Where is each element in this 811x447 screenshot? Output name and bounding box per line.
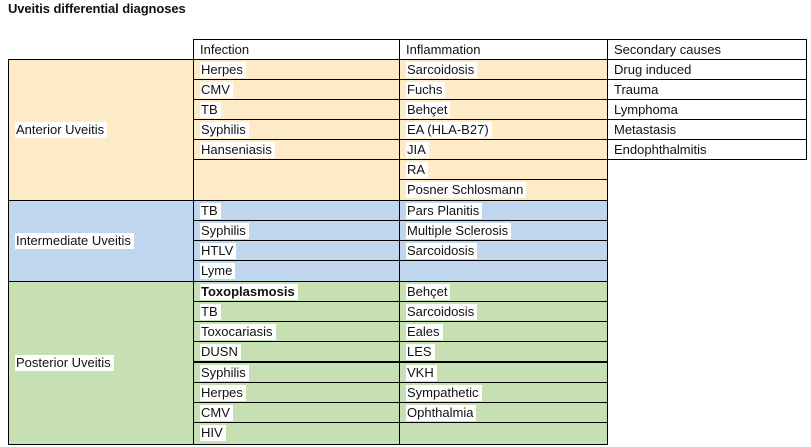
cell-text: Syphilis [200, 365, 249, 381]
table-row-cell [607, 139, 807, 160]
cell-text: Sarcoidosis [406, 243, 477, 259]
table-row-cell [193, 382, 400, 403]
cell-text: Syphilis [200, 122, 249, 138]
cell-text: TB [200, 203, 221, 219]
group-posterior-uveitis [8, 281, 194, 445]
cell-text: RA [406, 162, 428, 178]
cell-text: Syphilis [200, 223, 249, 239]
table-row-cell [193, 99, 400, 120]
cell-text: VKH [406, 365, 437, 381]
table-row-cell [399, 402, 608, 423]
table-row-cell [399, 341, 608, 362]
table-row-cell [193, 260, 400, 282]
cell-text: Behçet [406, 284, 450, 300]
table-row-cell [399, 119, 608, 140]
table-row-cell [399, 321, 608, 342]
table-row-cell [193, 321, 400, 342]
table-row-cell [399, 220, 608, 241]
table-row-cell [193, 159, 400, 201]
cell-text: TB [200, 102, 221, 118]
cell-text: Drug induced [614, 62, 692, 77]
cell-text: JIA [406, 142, 429, 158]
table-row-cell [399, 260, 608, 282]
cell-text: Toxoplasmosis [200, 284, 298, 300]
table-row-cell [193, 119, 400, 140]
cell-text: Anterior Uveitis [15, 122, 107, 138]
cell-text: Multiple Sclerosis [406, 223, 511, 239]
cell-text: Metastasis [614, 122, 677, 137]
cell-text: Trauma [614, 82, 659, 97]
table-row-cell [193, 402, 400, 423]
table-row-cell [399, 382, 608, 403]
page-title: Uveitis differential diagnoses [8, 1, 186, 16]
table-row-cell [193, 59, 400, 80]
cell-text: Ophthalmia [406, 405, 476, 421]
table-row-cell [607, 119, 807, 140]
cell-text: Hanseniasis [200, 142, 275, 158]
header-secondary-causes [607, 39, 807, 60]
cell-text: Herpes [200, 62, 246, 78]
table-row-cell [607, 79, 807, 100]
cell-text: CMV [200, 82, 233, 98]
table-row-cell [193, 341, 400, 362]
cell-text: DUSN [200, 344, 241, 360]
table-row-cell [399, 362, 608, 383]
cell-text: HIV [200, 425, 226, 441]
cell-text: Posner Schlosmann [406, 182, 526, 198]
cell-text: Posterior Uveitis [15, 355, 114, 371]
cell-text: Intermediate Uveitis [15, 233, 134, 249]
header-inflammation [399, 39, 608, 60]
table-row-cell [193, 220, 400, 241]
cell-text: Lyme [200, 263, 235, 279]
cell-text: Sympathetic [406, 385, 482, 401]
cell-text: CMV [200, 405, 233, 421]
table-row-cell [607, 59, 807, 80]
table-row-cell [399, 59, 608, 80]
table-row-cell [193, 301, 400, 322]
cell-text: Sarcoidosis [406, 304, 477, 320]
table-row-cell [193, 79, 400, 100]
cell-text: Inflammation [406, 42, 481, 57]
table-row-cell [193, 139, 400, 160]
cell-text: HTLV [200, 243, 236, 259]
cell-text: Pars Planitis [406, 203, 482, 219]
cell-text: LES [406, 344, 435, 360]
table-row-cell [607, 99, 807, 120]
table-row-cell [399, 139, 608, 160]
table-row-cell [399, 179, 608, 201]
cell-text: Sarcoidosis [406, 62, 477, 78]
table-row-cell [193, 240, 400, 261]
cell-text: Herpes [200, 385, 246, 401]
cell-text: Behçet [406, 102, 450, 118]
cell-text: Toxocariasis [200, 324, 276, 340]
table-row-cell [193, 200, 400, 221]
cell-text: Eales [406, 324, 443, 340]
table-row-cell [399, 159, 608, 180]
cell-text: TB [200, 304, 221, 320]
group-anterior-uveitis [8, 59, 194, 201]
table-row-cell [399, 79, 608, 100]
cell-text: Lymphoma [614, 102, 678, 117]
table-row-cell [399, 99, 608, 120]
table-row-cell [399, 301, 608, 322]
cell-text: Secondary causes [614, 42, 721, 57]
table-row-cell [193, 422, 400, 445]
table-row-cell [399, 422, 608, 445]
table-row-cell [193, 362, 400, 383]
cell-text: Endophthalmitis [614, 142, 707, 157]
table-row-cell [399, 281, 608, 302]
group-intermediate-uveitis [8, 200, 194, 282]
header-infection [193, 39, 400, 60]
cell-text: Fuchs [406, 82, 445, 98]
table-row-cell [399, 200, 608, 221]
cell-text: Infection [200, 42, 250, 57]
cell-text: EA (HLA-B27) [406, 122, 492, 138]
table-row-cell [193, 281, 400, 302]
table-row-cell [399, 240, 608, 261]
